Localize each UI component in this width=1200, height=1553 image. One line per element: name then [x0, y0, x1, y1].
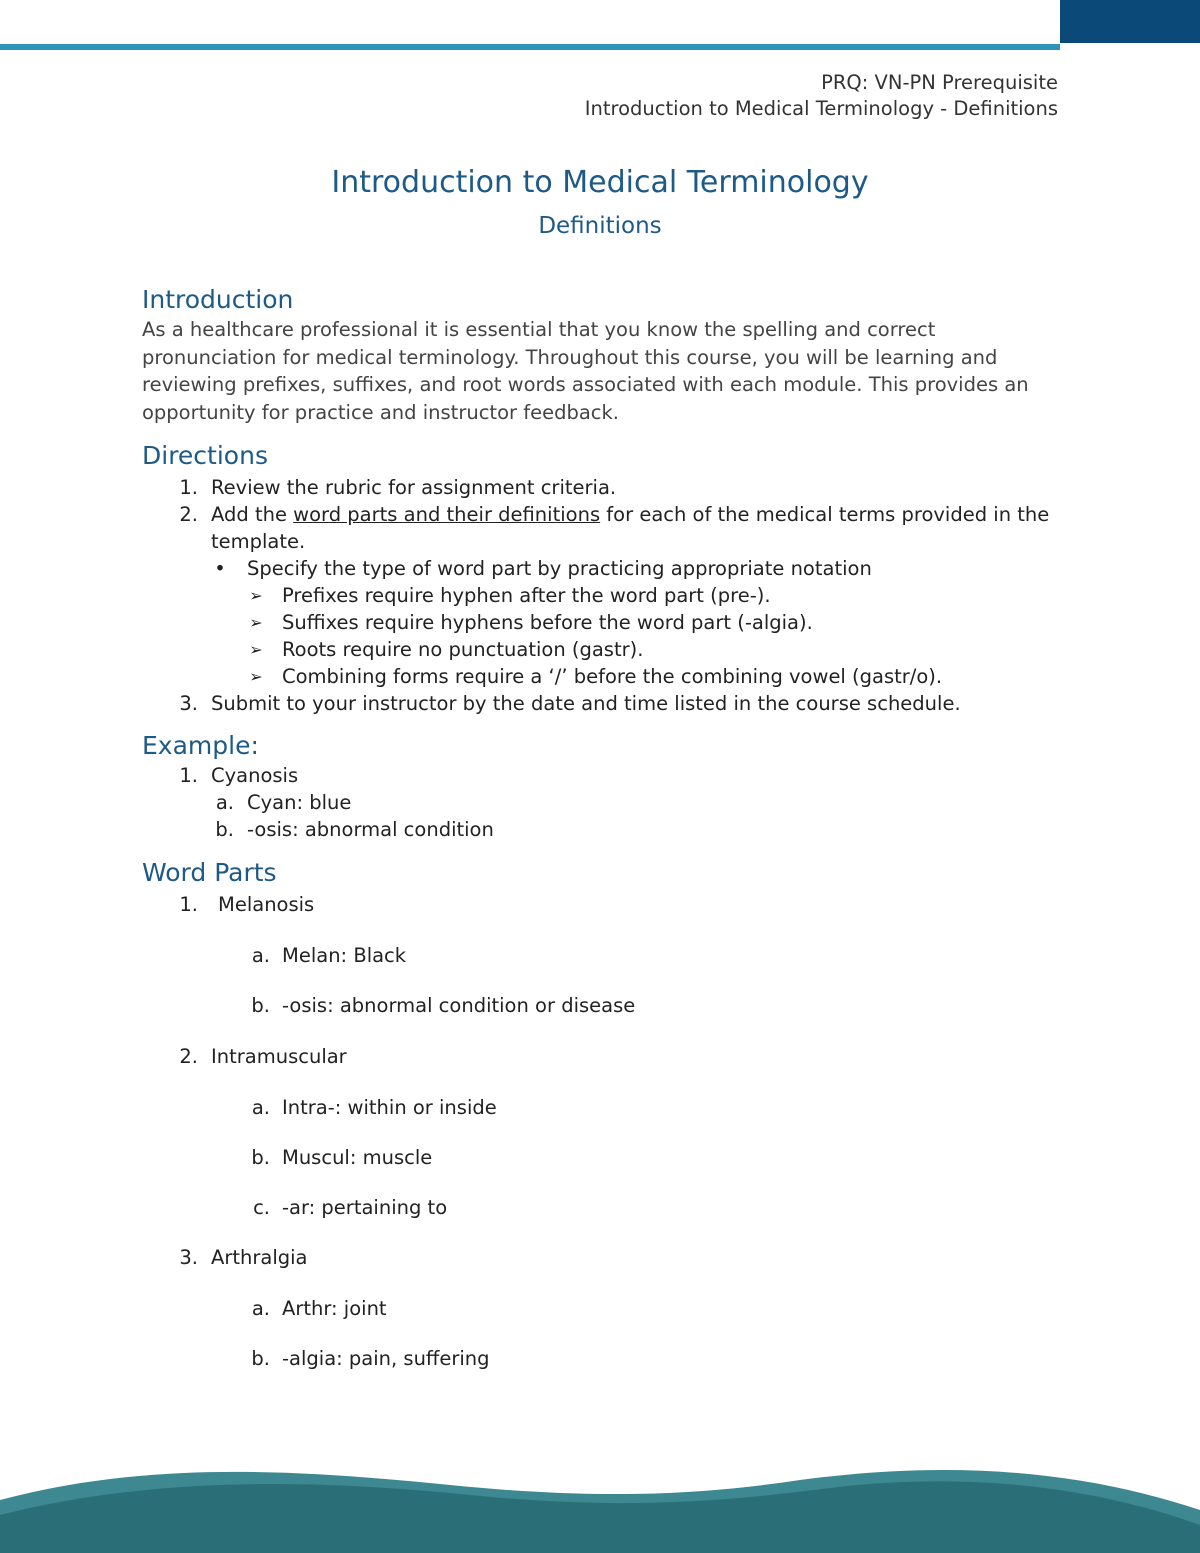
- term-number: 1.: [179, 893, 198, 916]
- term-number: 3.: [179, 1246, 198, 1269]
- part-letter: a.: [251, 1297, 270, 1320]
- part-letter: b.: [215, 818, 234, 841]
- directions-heading: Directions: [142, 441, 268, 470]
- step-number: 3.: [179, 692, 198, 715]
- header-accent-rule: [0, 44, 1060, 50]
- example-heading: Example:: [142, 731, 259, 760]
- header-accent-block: [1060, 0, 1200, 43]
- running-header-doc: Introduction to Medical Terminology - Definitions: [584, 97, 1058, 120]
- running-header: [585, 70, 1058, 122]
- part-letter: a.: [251, 944, 270, 967]
- notation-rule: [142, 609, 1062, 636]
- term-name: Cyanosis: [211, 764, 299, 787]
- word-part-entry: [142, 992, 1062, 1019]
- word-parts-list: [142, 891, 1062, 1372]
- directions-step-2: [142, 501, 1062, 555]
- part-text: Melan: Black: [282, 944, 407, 967]
- notation-rule: [142, 663, 1062, 690]
- term-name: Intramuscular: [211, 1045, 347, 1068]
- example-part: [142, 789, 1062, 816]
- term-name: Arthralgia: [211, 1246, 308, 1269]
- page-subtitle: Definitions: [538, 213, 662, 239]
- running-header-course: PRQ: VN-PN Prerequisite: [821, 71, 1058, 94]
- step-text: Submit to your instructor by the date and time listed in the course schedule.: [211, 692, 961, 715]
- part-letter: b.: [251, 994, 270, 1017]
- notation-rule-text: Roots require no punctuation (gastr).: [282, 638, 644, 661]
- step-number: 2.: [179, 503, 198, 526]
- arrow-bullet-icon: ➢: [249, 613, 263, 632]
- part-letter: c.: [253, 1196, 270, 1219]
- word-parts-term: [142, 891, 1062, 918]
- term-number: 1.: [179, 764, 198, 787]
- step-text: Review the rubric for assignment criteria.: [211, 476, 617, 499]
- word-part-entry: [142, 942, 1062, 969]
- part-text: -osis: abnormal condition or disease: [282, 994, 636, 1017]
- notation-rule-text: Combining forms require a ‘/’ before the combining vowel (gastr/o).: [282, 665, 943, 688]
- arrow-bullet-icon: ➢: [249, 640, 263, 659]
- word-parts-term: [142, 1244, 1062, 1271]
- word-part-entry: [142, 1194, 1062, 1221]
- word-part-entry: [142, 1345, 1062, 1372]
- directions-step-1: [142, 474, 1062, 501]
- step-text-after: for each of the medical terms provided in the template.: [211, 503, 1050, 553]
- part-letter: b.: [251, 1146, 270, 1169]
- word-parts-link[interactable]: word parts and their definitions: [293, 503, 601, 526]
- arrow-bullet-icon: ➢: [249, 667, 263, 686]
- part-text: Muscul: muscle: [282, 1146, 433, 1169]
- word-part-entry: [142, 1144, 1062, 1171]
- part-text: -algia: pain, suffering: [282, 1347, 490, 1370]
- directions-bullet: [142, 555, 1062, 582]
- directions-list: [142, 474, 1062, 717]
- term-number: 2.: [179, 1045, 198, 1068]
- word-part-entry: [142, 1295, 1062, 1322]
- part-letter: a.: [251, 1096, 270, 1119]
- part-text: Arthr: joint: [282, 1297, 387, 1320]
- word-part-entry: [142, 1094, 1062, 1121]
- part-letter: a.: [215, 791, 234, 814]
- introduction-text: As a healthcare professional it is essential that you know the spelling and correct pronunciation for medical terminology. Throughout this course, you will be learning and reviewing prefixes, suffixes, and root words associated with each module. This provides an opportunity for practice and instructor feedback.: [142, 318, 1029, 424]
- example-list: [142, 762, 1062, 843]
- notation-rule: [142, 582, 1062, 609]
- example-term: [142, 762, 1062, 789]
- part-text: Cyan: blue: [247, 791, 352, 814]
- part-text: -ar: pertaining to: [282, 1196, 448, 1219]
- notation-rule-text: Prefixes require hyphen after the word part (pre-).: [282, 584, 771, 607]
- notation-rule-text: Suffixes require hyphens before the word part (-algia).: [282, 611, 813, 634]
- footer-wave-decoration: [0, 1440, 1200, 1553]
- word-parts-heading: Word Parts: [142, 858, 277, 887]
- document-body: [142, 284, 1062, 1372]
- bullet-text: Specify the type of word part by practicing appropriate notation: [247, 557, 872, 580]
- arrow-bullet-icon: ➢: [249, 586, 263, 605]
- directions-step-3: [142, 690, 1062, 717]
- step-text: [142, 501, 1062, 555]
- part-text: -osis: abnormal condition: [247, 818, 494, 841]
- term-name: Melanosis: [218, 893, 315, 916]
- part-text: Intra-: within or inside: [282, 1096, 497, 1119]
- part-letter: b.: [251, 1347, 270, 1370]
- example-part: [142, 816, 1062, 843]
- step-text-before: Add the: [211, 503, 294, 526]
- notation-rule: [142, 636, 1062, 663]
- bullet-icon: •: [214, 557, 226, 580]
- step-number: 1.: [179, 476, 198, 499]
- introduction-heading: Introduction: [142, 285, 294, 314]
- page-title: Introduction to Medical Terminology: [331, 165, 869, 200]
- word-parts-term: [142, 1043, 1062, 1070]
